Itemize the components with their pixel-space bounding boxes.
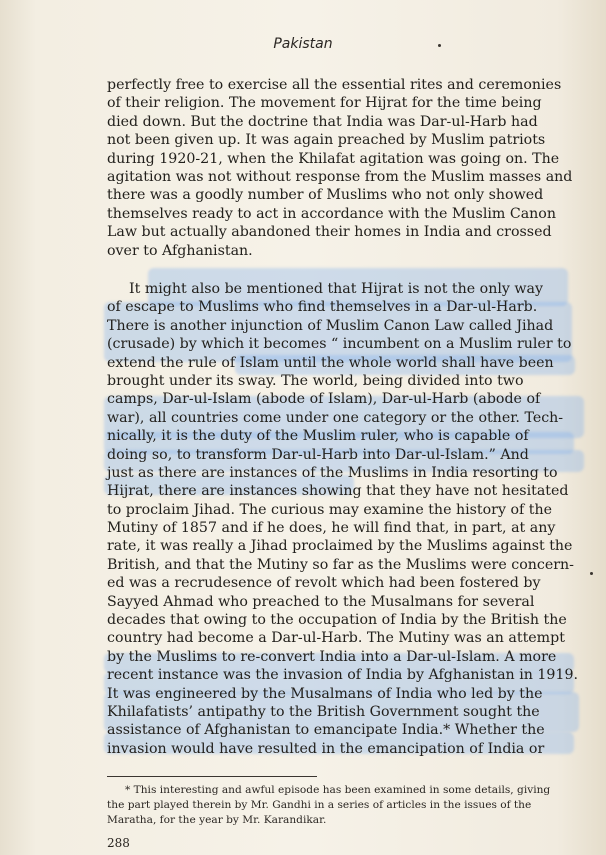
text-line: There is another injunction of Muslim Canon Law called Jihad	[107, 317, 554, 334]
footnote	[107, 783, 570, 827]
text-line: war), all countries come under one category or the other. Tech-	[107, 409, 564, 426]
paragraph-1	[107, 76, 573, 260]
footnote-line: Maratha, for the year by Mr. Karandikar.	[107, 813, 327, 826]
text-line: Sayyed Ahmad who preached to the Musalmans for several	[107, 593, 535, 610]
text-line: Mutiny of 1857 and if he does, he will find that, in part, at any	[107, 520, 556, 537]
text-line: during 1920-21, when the Khilafat agitation was going on. The	[107, 150, 560, 167]
text-line: not been given up. It was again preached by Muslim patriots	[107, 132, 546, 149]
text-line: (crusade) by which it becomes “ incumbent on a Muslim ruler to	[107, 336, 572, 353]
text-line: decades that owing to the occupation of India by the British the	[107, 612, 567, 629]
text-line: recent instance was the invasion of India by Afghanistan in 1919.	[107, 667, 578, 684]
text-line: agitation was not without response from the Muslim masses and	[107, 168, 573, 185]
page-number: 288	[107, 836, 130, 850]
text-line: invasion would have resulted in the emancipation of India or	[107, 740, 545, 757]
text-line: just as there are instances of the Muslims in India resorting to	[107, 464, 558, 481]
ink-speck	[590, 572, 593, 575]
text-line: themselves ready to act in accordance with the Muslim Canon	[107, 205, 556, 222]
text-line: ed was a recrudesence of revolt which had been fostered by	[107, 575, 541, 592]
ink-speck	[438, 44, 441, 47]
text-line: there was a goodly number of Muslims who not only showed	[107, 187, 544, 204]
text-line: by the Muslims to re-convert India into a Dar-ul-Islam. A more	[107, 648, 557, 665]
text-line: country had become a Dar-ul-Harb. The Mutiny was an attempt	[107, 630, 565, 647]
text-line: Hijrat, there are instances showing that they have not hesitated	[107, 483, 569, 500]
text-line: nically, it is the duty of the Muslim ruler, who is capable of	[107, 428, 529, 445]
text-line: It might also be mentioned that Hijrat is not the only way	[129, 281, 544, 297]
text-line: rate, it was really a Jihad proclaimed by the Muslims against the	[107, 538, 573, 555]
text-line: doing so, to transform Dar-ul-Harb into Dar-ul-Islam.” And	[107, 446, 529, 463]
text-line: of their religion. The movement for Hijrat for the time being	[107, 95, 542, 112]
text-line: It was engineered by the Musalmans of India who led by the	[107, 685, 543, 702]
text-line: assistance of Afghanistan to emancipate India.* Whether the	[107, 722, 545, 739]
text-line: of escape to Muslims who find themselves in a Dar-ul-Harb.	[107, 299, 538, 316]
footnote-line: * This interesting and awful episode has been examined in some details, giving	[125, 784, 551, 796]
text-line: over to Afghanistan.	[107, 242, 253, 259]
running-header: Pakistan	[273, 36, 333, 52]
text-line: extend the rule of Islam until the whole world shall have been	[107, 354, 554, 371]
text-line: British, and that the Mutiny so far as the Muslims were concern-	[107, 556, 574, 573]
text-line: camps, Dar-ul-Islam (abode of Islam), Dar-ul-Harb (abode of	[107, 391, 541, 408]
text-line: Law but actually abandoned their homes in India and crossed	[107, 224, 552, 241]
text-line: brought under its sway. The world, being divided into two	[107, 372, 524, 389]
footnote-divider	[107, 776, 317, 777]
text-line: perfectly free to exercise all the essential rites and ceremonies	[107, 77, 562, 93]
paragraph-2	[107, 280, 578, 758]
text-line: Khilafatists’ antipathy to the British Government sought the	[107, 703, 540, 720]
footnote-line: the part played therein by Mr. Gandhi in a series of articles in the issues of the	[107, 798, 532, 811]
text-line: to proclaim Jihad. The curious may examine the history of the	[107, 501, 553, 518]
text-line: died down. But the doctrine that India was Dar-ul-Harb had	[107, 113, 538, 130]
